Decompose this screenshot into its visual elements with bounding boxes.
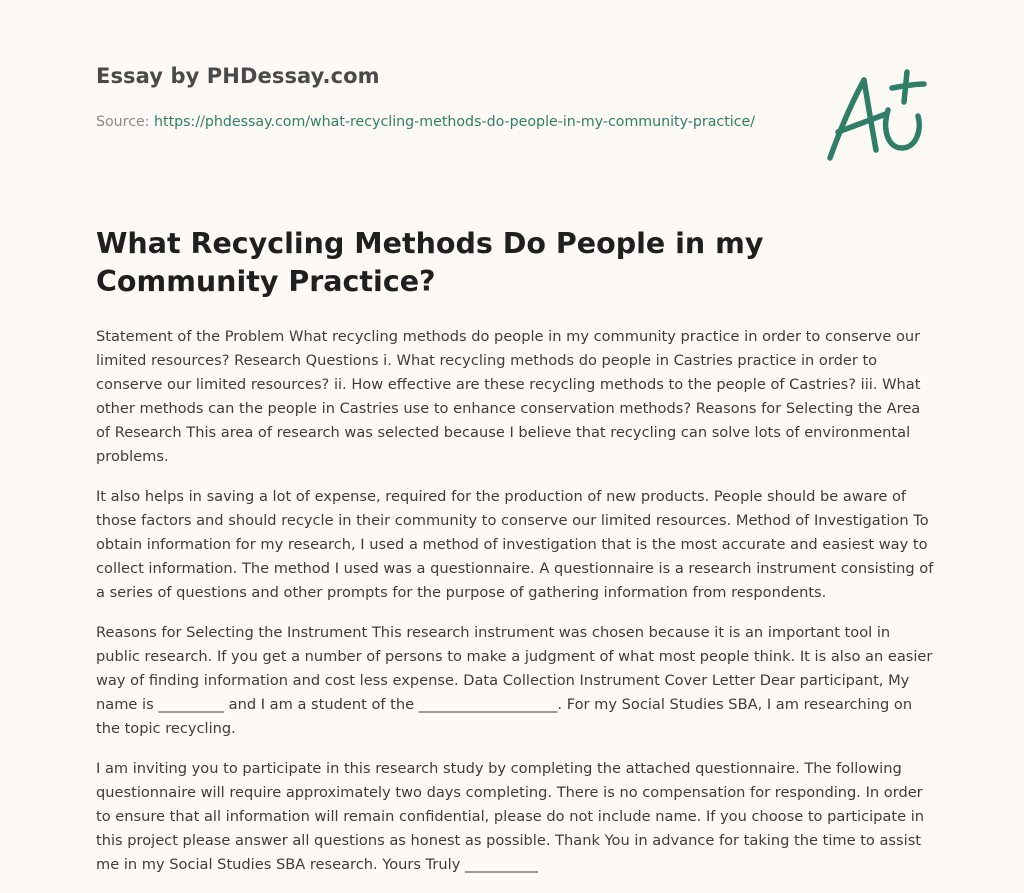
source-label: Source: (96, 114, 150, 130)
a-plus-logo (818, 66, 930, 166)
page-title: What Recycling Methods Do People in my Community Practice? (96, 227, 764, 298)
source-line (96, 111, 756, 133)
paragraph: Statement of the Problem What recycling methods do people in my community practice in order to conserve our limited resources? Research Questions i. What recycling methods do people in Castries practice in order to conserve our limited resources? ii. How effective are these recycling methods to the people of Castries? iii. What other methods can the people in Castries use to enhance conservation methods? Reasons for Selecting the Area of Research This area of research was selected because I believe that recycling can solve lots of environmental problems. (96, 328, 921, 465)
paragraph: I am inviting you to participate in this research study by completing the attached questionnaire. The following questionnaire will require approximately two days completing. There is no compensation for responding. In order to ensure that all information will remain confidential, please do not include name. If you choose to participate in this project please answer all questions as honest as possible. Thank You in advance for taking the time to assist me in my Social Studies SBA research. Yours Truly __________ (96, 760, 925, 873)
paragraph: It also helps in saving a lot of expense, required for the production of new products. People should be aware of those factors and should recycle in their community to conserve our limited resources. Method of Investigation To obtain information for my research, I used a method of investigation that is the most accurate and easiest way to collect information. The method I used was a questionnaire. A questionnaire is a research instrument consisting of a series of questions and other prompts for the purpose of gathering information from respondents. (96, 488, 934, 601)
paragraph: Reasons for Selecting the Instrument This research instrument was chosen because it is an important tool in public research. If you get a number of persons to make a judgment of what most people think. It is also an easier way of finding information and cost less expense. Data Collection Instrument Cover Letter Dear participant, My name is _________ and I am a student of the ___________________. For my Social Studies SBA, I am researching on the topic recycling. (96, 624, 933, 737)
article-body (96, 325, 934, 893)
site-brand: Essay by PHDessay.com (96, 64, 380, 88)
source-link[interactable]: https://phdessay.com/what-recycling-methods-do-people-in-my-community-practice/ (154, 114, 756, 130)
